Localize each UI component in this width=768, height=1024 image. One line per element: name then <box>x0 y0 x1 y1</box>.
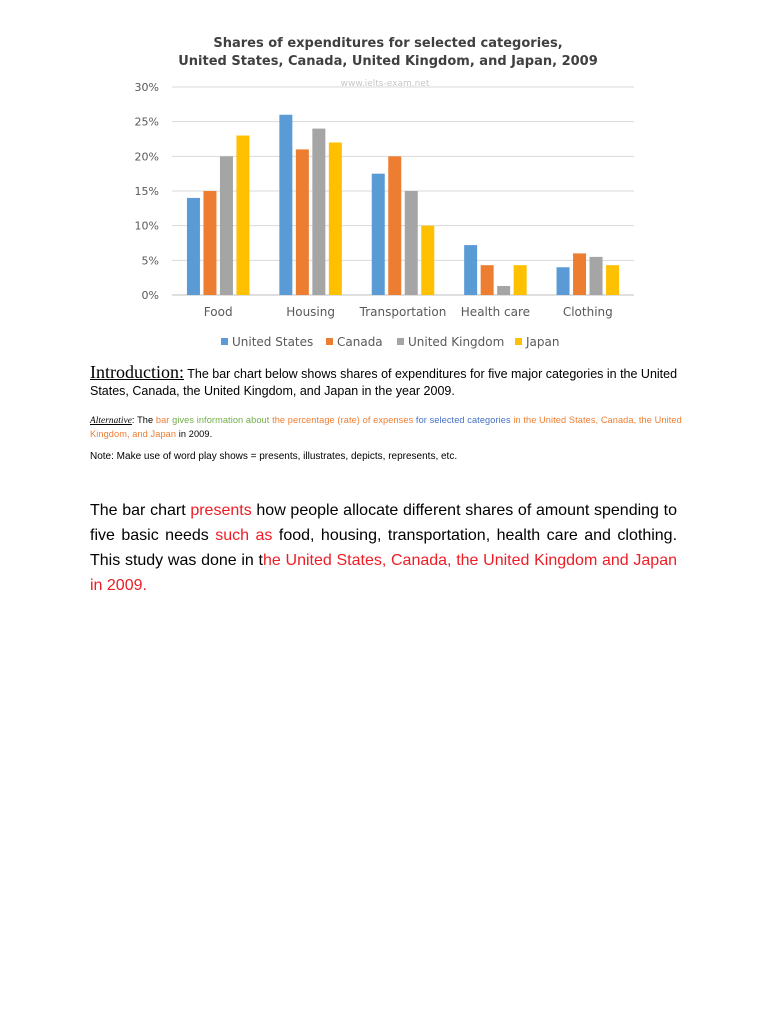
y-tick-label: 30% <box>134 81 159 94</box>
legend-label: United States <box>232 335 314 349</box>
introduction-text: The bar chart below shows shares of expenditures for five major categories in the United States, Canada, the United Kingdom, and Japan in the year 2009. <box>90 367 678 398</box>
bar-chart <box>0 0 768 360</box>
category-label: Housing <box>286 305 335 319</box>
bar <box>220 156 233 295</box>
alt-seg-percentage: the percentage (rate) of expenses <box>272 415 416 425</box>
legend-swatch <box>221 338 228 345</box>
bar <box>421 226 434 295</box>
body-paragraph <box>90 498 677 598</box>
y-tick-label: 15% <box>134 185 159 198</box>
alt-seg-countries: in the United States, Canada, the United Kingdom, and Japan <box>90 415 682 439</box>
legend-label: Canada <box>337 335 383 349</box>
bar <box>312 129 325 295</box>
category-label: Clothing <box>562 305 613 319</box>
bar <box>606 265 619 295</box>
bar <box>497 286 510 295</box>
chart-title-line-2: United States, Canada, United Kingdom, and Japan, 2009 <box>178 54 598 69</box>
para-seg-countries: he United States, Canada, the United Kingdom and Japan in 2009. <box>90 552 677 594</box>
bar <box>464 245 477 295</box>
category-label: Transportation <box>359 305 447 319</box>
alternative-paragraph <box>90 413 690 441</box>
bar <box>557 267 570 295</box>
bar <box>590 257 603 295</box>
bar <box>481 265 494 295</box>
alt-seg-the: The <box>134 415 156 425</box>
para-seg-5: food, housing, transportation, health care and clothing. This study was done in t <box>90 527 678 569</box>
para-seg-3: how people allocate different shares of amount spending to five basic needs <box>90 502 677 544</box>
bar <box>187 198 200 295</box>
bar <box>514 265 527 295</box>
para-seg-1: The bar chart <box>90 502 191 519</box>
y-tick-label: 20% <box>134 150 159 164</box>
note-text: Note: Make use of word play shows = presents, illustrates, depicts, represents, etc. <box>90 451 458 462</box>
y-tick-label: 25% <box>134 115 159 129</box>
alt-seg-bar: bar <box>155 415 170 425</box>
bar <box>388 156 401 295</box>
alt-seg-for: for selected categories <box>415 415 511 425</box>
category-label: Health care <box>460 305 531 319</box>
y-tick-label: 5% <box>141 254 159 268</box>
bar <box>372 174 385 295</box>
introduction-heading: Introduction: <box>90 362 184 382</box>
para-seg-such-as: such as <box>215 527 273 544</box>
bar <box>236 136 249 295</box>
para-seg-presents: presents <box>190 502 252 519</box>
legend-label: United Kingdom <box>408 335 505 349</box>
introduction-paragraph <box>90 364 680 400</box>
legend-swatch <box>515 338 522 345</box>
bar <box>329 142 342 295</box>
alternative-label: Alternative <box>90 415 132 425</box>
alt-seg-year: in 2009. <box>176 429 213 439</box>
category-label: Food <box>203 305 233 319</box>
chart-title-line-1: Shares of expenditures for selected categories, <box>213 36 563 51</box>
legend-swatch <box>326 338 333 345</box>
legend-swatch <box>397 338 404 345</box>
y-tick-label: 0% <box>141 289 159 302</box>
alternative-colon: : <box>131 415 135 425</box>
legend-label: Japan <box>526 335 560 349</box>
bar <box>573 253 586 295</box>
bar <box>279 115 292 295</box>
watermark: www.ielts-exam.net <box>340 79 430 89</box>
bar <box>203 191 216 295</box>
bar <box>296 149 309 295</box>
alt-seg-gives: gives information about <box>169 415 273 425</box>
bar <box>405 191 418 295</box>
y-tick-label: 10% <box>134 219 159 233</box>
